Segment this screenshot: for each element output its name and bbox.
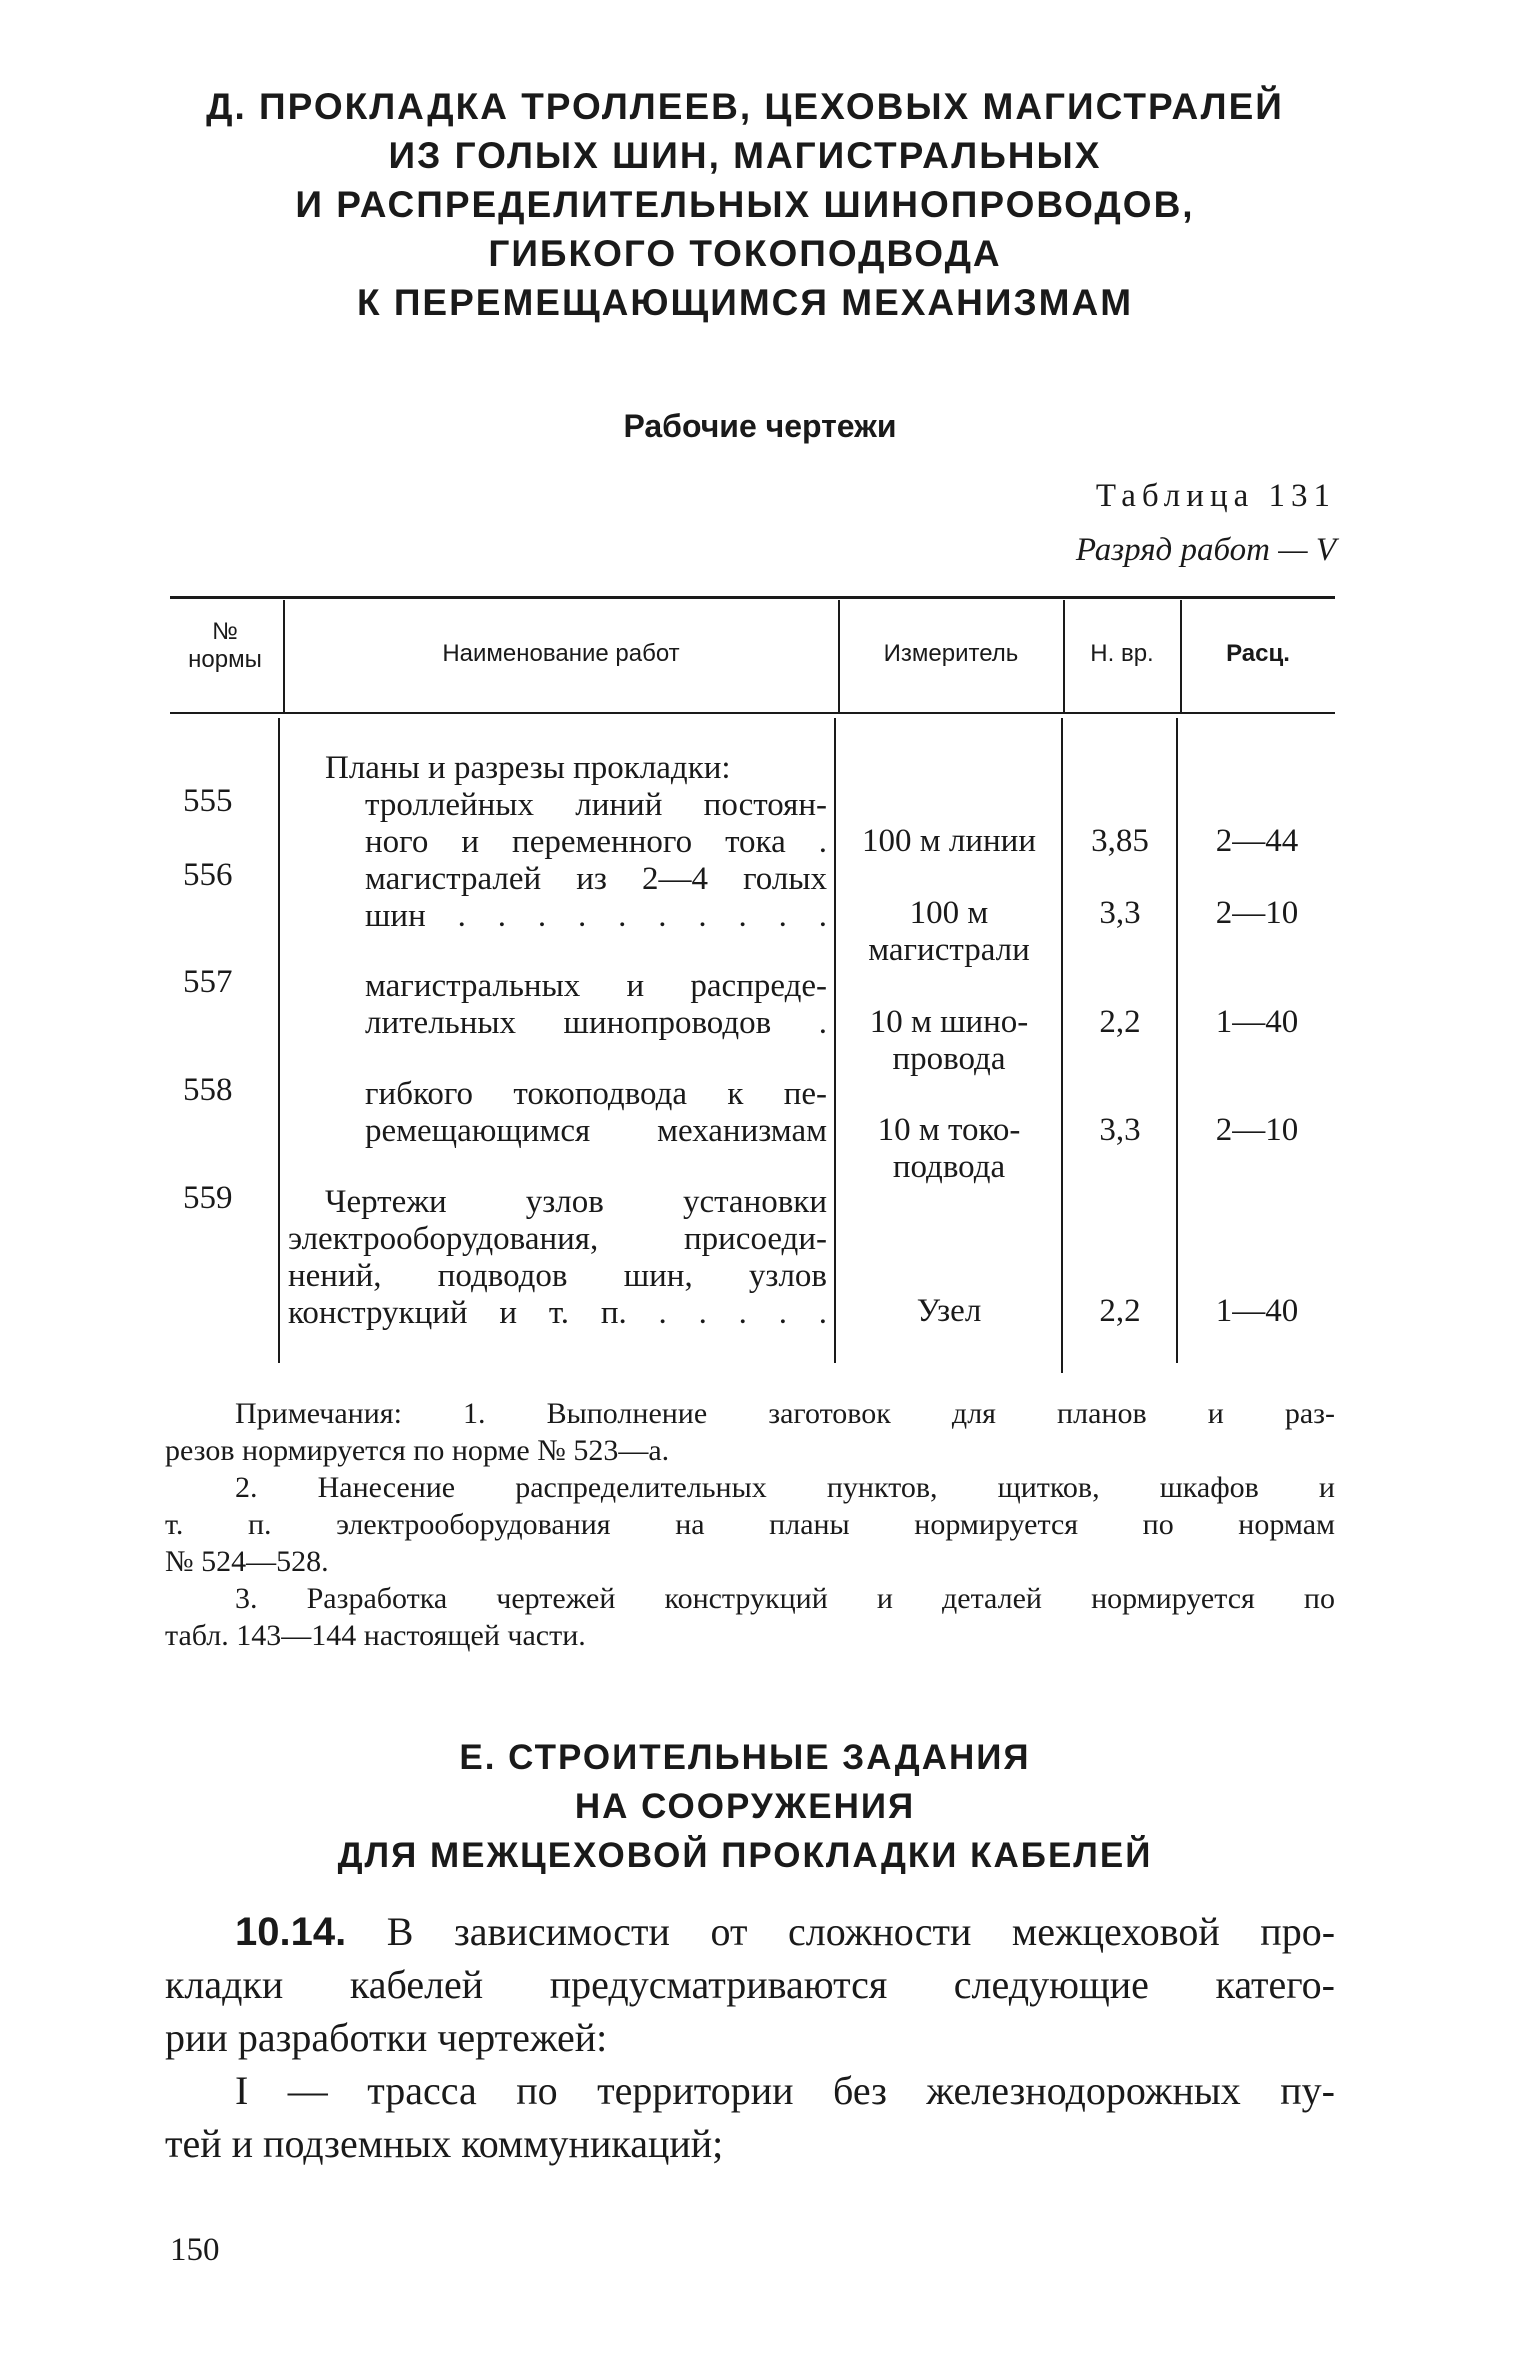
work-name-intro: Планы и разрезы прокладки: bbox=[325, 750, 731, 786]
work-name-line: гибкого токоподвода к пе- bbox=[365, 1076, 827, 1112]
unit-cell bbox=[840, 895, 1058, 969]
column-divider bbox=[1176, 718, 1178, 1363]
column-divider bbox=[278, 718, 280, 1363]
column-divider bbox=[1061, 718, 1063, 1373]
header-norm-no bbox=[170, 618, 280, 674]
rate: 2—10 bbox=[1215, 1112, 1299, 1148]
rate: 1—40 bbox=[1215, 1293, 1299, 1329]
unit-cell bbox=[840, 1293, 1058, 1330]
heading-line: К ПЕРЕМЕЩАЮЩИМСЯ МЕХАНИЗМАМ bbox=[356, 282, 1134, 323]
table-number: Таблица 131 bbox=[1095, 478, 1336, 514]
paragraph-line: I — трасса по территории без железнодорожных пу- bbox=[235, 2068, 1335, 2113]
norm-number: 556 bbox=[183, 857, 233, 893]
section-d-heading bbox=[150, 82, 1340, 327]
work-name-line: нений, подводов шин, узлов bbox=[288, 1258, 827, 1294]
paragraph-line bbox=[235, 1905, 1335, 1958]
note-line: т. п. электрооборудования на планы нормируется по нормам bbox=[165, 1508, 1335, 1541]
paragraph-text: В зависимости от сложности межцеховой про- bbox=[386, 1909, 1336, 1954]
heading-line: И РАСПРЕДЕЛИТЕЛЬНЫХ ШИНОПРОВОДОВ, bbox=[295, 184, 1195, 225]
column-divider bbox=[1063, 600, 1065, 712]
time-norm: 3,85 bbox=[1091, 823, 1149, 859]
header-time-norm: Н. вр. bbox=[1090, 640, 1154, 667]
work-name-line: магистралей из 2—4 голых bbox=[365, 861, 827, 897]
paragraph-line: тей и подземных коммуникаций; bbox=[165, 2121, 724, 2166]
column-divider bbox=[1180, 600, 1182, 712]
header-unit: Измеритель bbox=[883, 640, 1019, 667]
work-name bbox=[288, 1184, 827, 1332]
unit-cell bbox=[840, 823, 1058, 860]
rate: 2—10 bbox=[1215, 895, 1299, 931]
unit-line: подвода bbox=[892, 1149, 1006, 1185]
table-header-rule bbox=[170, 712, 1335, 714]
unit-line: провода bbox=[892, 1041, 1006, 1077]
table-top-rule bbox=[170, 596, 1335, 599]
heading-line: НА СООРУЖЕНИЯ bbox=[574, 1787, 916, 1826]
paragraph-10-14 bbox=[165, 1905, 1335, 2170]
heading-line: Д. ПРОКЛАДКА ТРОЛЛЕЕВ, ЦЕХОВЫХ МАГИСТРАЛЕЙ bbox=[206, 86, 1284, 127]
heading-line: ДЛЯ МЕЖЦЕХОВОЙ ПРОКЛАДКИ КАБЕЛЕЙ bbox=[337, 1836, 1153, 1875]
work-grade: Разряд работ — V bbox=[1075, 532, 1336, 568]
heading-line: ГИБКОГО ТОКОПОДВОДА bbox=[488, 233, 1002, 274]
note-line: 3. Разработка чертежей конструкций и деталей нормируется по bbox=[235, 1582, 1335, 1615]
unit-line: 10 м токо- bbox=[877, 1112, 1021, 1148]
work-name-line: шин . . . . . . . . . . bbox=[365, 898, 827, 934]
work-name bbox=[365, 787, 827, 935]
rate: 1—40 bbox=[1215, 1004, 1299, 1040]
norm-number: 559 bbox=[183, 1180, 233, 1216]
notes bbox=[165, 1395, 1335, 1654]
time-norm: 3,3 bbox=[1099, 895, 1141, 931]
header-norm-no-word: нормы bbox=[188, 646, 262, 673]
work-name-line: ного и переменного тока . bbox=[365, 824, 827, 860]
column-divider bbox=[834, 718, 836, 1363]
work-name-line: Чертежи узлов установки bbox=[325, 1184, 827, 1220]
header-norm-no-symbol: № bbox=[212, 618, 238, 645]
work-name-line: электрооборудования, присоеди- bbox=[288, 1221, 827, 1257]
paragraph-number: 10.14. bbox=[235, 1910, 347, 1954]
unit-line: 100 м bbox=[909, 895, 989, 931]
heading-line: ИЗ ГОЛЫХ ШИН, МАГИСТРАЛЬНЫХ bbox=[388, 135, 1102, 176]
heading-line: Е. СТРОИТЕЛЬНЫЕ ЗАДАНИЯ bbox=[459, 1738, 1031, 1777]
page-number: 150 bbox=[170, 2232, 220, 2268]
norm-number: 555 bbox=[183, 783, 233, 819]
work-name-line: магистральных и распреде- bbox=[365, 968, 827, 1004]
column-divider bbox=[283, 600, 285, 712]
unit-line: магистрали bbox=[868, 932, 1030, 968]
work-name-line: конструкций и т. п. . . . . . bbox=[288, 1295, 827, 1331]
paragraph-line: кладки кабелей предусматриваются следующие катего- bbox=[165, 1962, 1335, 2007]
time-norm: 3,3 bbox=[1099, 1112, 1141, 1148]
paragraph-line: рии разработки чертежей: bbox=[165, 2015, 608, 2060]
norm-number: 558 bbox=[183, 1072, 233, 1108]
note-line: табл. 143—144 настоящей части. bbox=[165, 1619, 586, 1652]
rate: 2—44 bbox=[1215, 823, 1299, 859]
note-line: 2. Нанесение распределительных пунктов, щитков, шкафов и bbox=[235, 1471, 1335, 1504]
unit-line: Узел bbox=[916, 1293, 982, 1329]
note-line: № 524—528. bbox=[165, 1545, 329, 1578]
unit-line: 10 м шино- bbox=[869, 1004, 1029, 1040]
subheading: Рабочие чертежи bbox=[623, 408, 897, 444]
work-name-line: троллейных линий постоян- bbox=[365, 787, 827, 823]
column-divider bbox=[838, 600, 840, 712]
unit-line: 100 м линии bbox=[862, 823, 1036, 859]
time-norm: 2,2 bbox=[1099, 1293, 1141, 1329]
time-norm: 2,2 bbox=[1099, 1004, 1141, 1040]
work-name bbox=[365, 968, 827, 1042]
note-line: резов нормируется по норме № 523—а. bbox=[165, 1434, 670, 1467]
work-name-line: лительных шинопроводов . bbox=[365, 1005, 827, 1041]
norm-number: 557 bbox=[183, 964, 233, 1000]
header-name: Наименование работ bbox=[442, 640, 680, 667]
unit-cell bbox=[840, 1004, 1058, 1078]
section-e-heading bbox=[150, 1733, 1340, 1880]
work-name bbox=[365, 1076, 827, 1150]
note-line: Примечания: 1. Выполнение заготовок для планов и раз- bbox=[235, 1397, 1335, 1430]
work-name-line: ремещающимся механизмам bbox=[365, 1113, 827, 1149]
header-rate: Расц. bbox=[1226, 640, 1290, 667]
unit-cell bbox=[840, 1112, 1058, 1186]
